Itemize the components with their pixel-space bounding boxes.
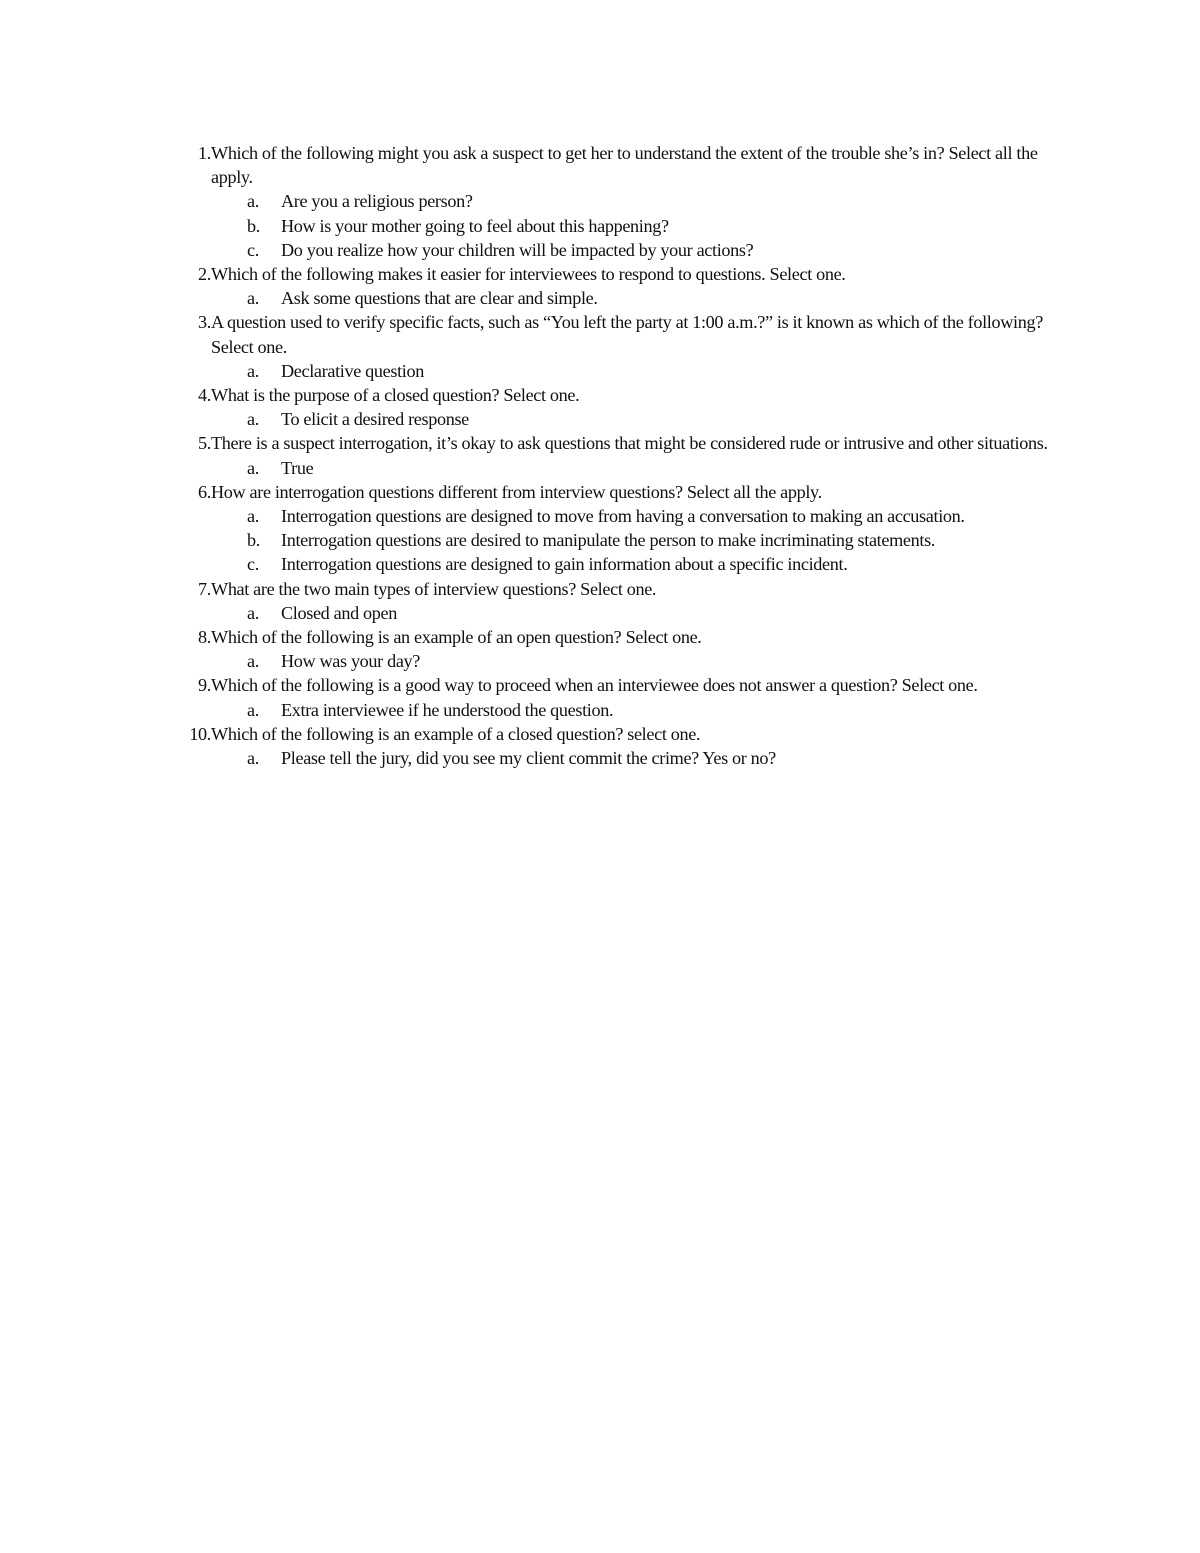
- question-text: Which of the following is an example of an open question? Select one.: [211, 627, 702, 648]
- question-number: 10.: [189, 723, 211, 744]
- option-text: How is your mother going to feel about this happening?: [281, 215, 669, 236]
- answer-option: [247, 746, 1072, 770]
- question-item-8: [172, 625, 1072, 673]
- answer-options: [172, 407, 1072, 431]
- question-text: What are the two main types of interview questions? Select one.: [211, 578, 657, 599]
- question-text: Which of the following is an example of a closed question? select one.: [211, 723, 701, 744]
- option-text: True: [281, 457, 314, 478]
- question-number: 2.: [198, 264, 211, 285]
- option-letter: a.: [247, 748, 259, 769]
- answer-option: [247, 698, 1072, 722]
- answer-option: [247, 359, 1072, 383]
- answer-option: [247, 407, 1072, 431]
- question-item-10: [172, 722, 1072, 770]
- option-text: Please tell the jury, did you see my client commit the crime? Yes or no?: [281, 748, 776, 769]
- answer-options: [172, 649, 1072, 673]
- option-text: Ask some questions that are clear and simple.: [281, 288, 598, 309]
- answer-options: [172, 359, 1072, 383]
- option-text: Declarative question: [281, 360, 424, 381]
- question-item-2: [172, 262, 1072, 310]
- question-number: 4.: [198, 385, 211, 406]
- answer-option: [247, 601, 1072, 625]
- option-letter: c.: [247, 554, 259, 575]
- option-letter: b.: [247, 530, 260, 551]
- question-item-5: [172, 431, 1072, 479]
- option-letter: a.: [247, 191, 259, 212]
- answer-options: [172, 601, 1072, 625]
- option-text: Closed and open: [281, 602, 397, 623]
- answer-option: [247, 214, 1072, 238]
- answer-options: [172, 286, 1072, 310]
- answer-options: [172, 456, 1072, 480]
- answer-option: [247, 528, 1072, 552]
- question-number: 7.: [198, 578, 211, 599]
- answer-option: [247, 286, 1072, 310]
- option-letter: a.: [247, 651, 259, 672]
- question-item-4: [172, 383, 1072, 431]
- answer-option: [247, 504, 1072, 528]
- option-letter: b.: [247, 215, 260, 236]
- option-text: How was your day?: [281, 651, 421, 672]
- option-text: Interrogation questions are designed to move from having a conversation to making an accusation.: [281, 506, 965, 527]
- question-text: What is the purpose of a closed question? Select one.: [211, 385, 580, 406]
- question-item-1: [172, 141, 1072, 262]
- answer-options: [172, 504, 1072, 577]
- question-item-7: [172, 577, 1072, 625]
- answer-option: [247, 649, 1072, 673]
- option-letter: a.: [247, 288, 259, 309]
- question-number: 9.: [198, 675, 211, 696]
- question-item-6: [172, 480, 1072, 577]
- answer-option: [247, 552, 1072, 576]
- answer-options: [172, 189, 1072, 262]
- question-number: 8.: [198, 627, 211, 648]
- question-number: 5.: [198, 433, 211, 454]
- question-text: How are interrogation questions different from interview questions? Select all the apply.: [211, 481, 822, 502]
- question-number: 3.: [198, 312, 211, 333]
- answer-options: [172, 746, 1072, 770]
- question-number: 1.: [198, 143, 211, 163]
- option-letter: a.: [247, 409, 259, 430]
- option-letter: a.: [247, 360, 259, 381]
- option-letter: c.: [247, 239, 259, 260]
- option-letter: a.: [247, 506, 259, 527]
- option-letter: a.: [247, 457, 259, 478]
- answer-options: [172, 698, 1072, 722]
- question-text: Which of the following is a good way to proceed when an interviewee does not answer a question? Select one.: [211, 675, 978, 696]
- question-text: There is a suspect interrogation, it’s okay to ask questions that might be considered rude or intrusive and other situations.: [211, 433, 1048, 454]
- question-item-9: [172, 673, 1072, 721]
- answer-option: [247, 456, 1072, 480]
- question-item-3: [172, 310, 1072, 383]
- answer-option: [247, 189, 1072, 213]
- question-text: Which of the following makes it easier for interviewees to respond to questions. Select one.: [211, 264, 846, 285]
- option-letter: a.: [247, 699, 259, 720]
- question-number: 6.: [198, 481, 211, 502]
- option-text: To elicit a desired response: [281, 409, 469, 430]
- option-text: Are you a religious person?: [281, 191, 473, 212]
- question-list: [172, 141, 1072, 770]
- question-text: A question used to verify specific facts, such as “You left the party at 1:00 a.m.?” is it known as which of the following? Select one.: [211, 312, 1048, 357]
- option-text: Extra interviewee if he understood the question.: [281, 699, 614, 720]
- option-text: Interrogation questions are designed to gain information about a specific incident.: [281, 554, 848, 575]
- question-text: Which of the following might you ask a suspect to get her to understand the extent of the trouble she’s in? Select all the apply.: [211, 143, 1042, 188]
- option-text: Do you realize how your children will be impacted by your actions?: [281, 239, 754, 260]
- answer-option: [247, 238, 1072, 262]
- option-text: Interrogation questions are desired to manipulate the person to make incriminating statements.: [281, 530, 935, 551]
- option-letter: a.: [247, 602, 259, 623]
